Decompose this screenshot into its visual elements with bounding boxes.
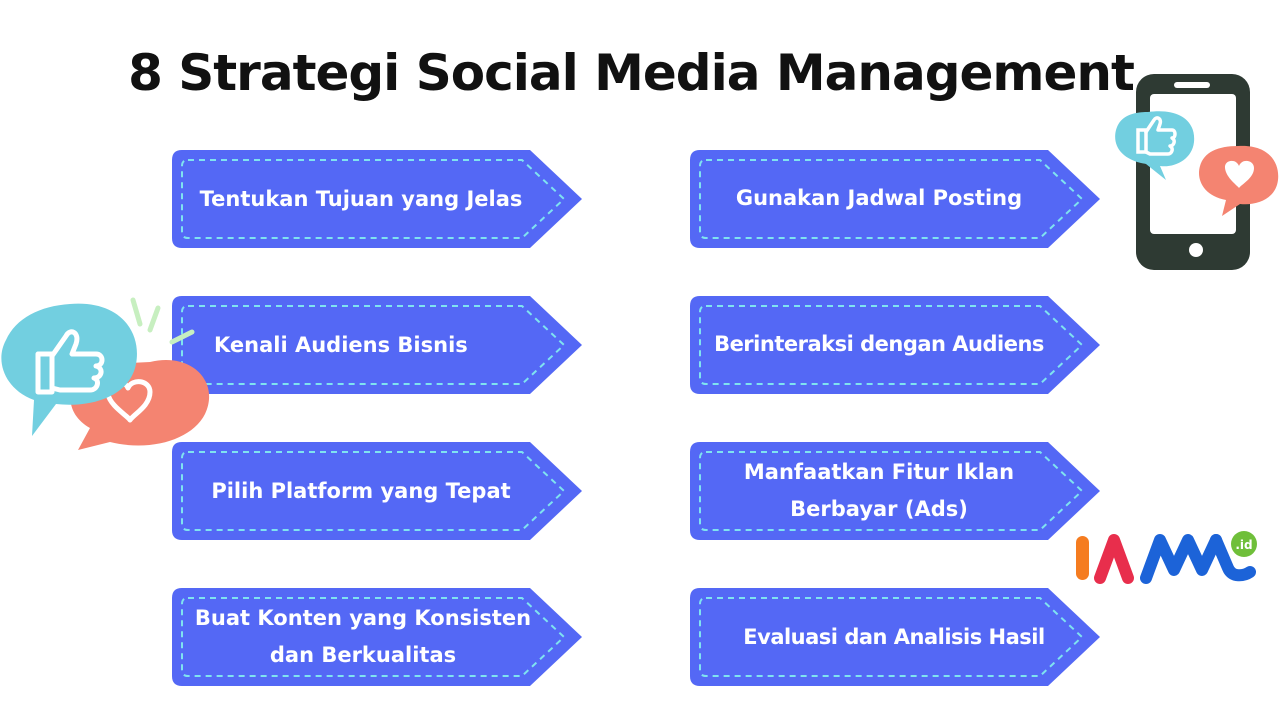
strategy-card-8 [688, 586, 1102, 688]
strategy-card-4 [170, 586, 584, 688]
phone-icon [1108, 68, 1280, 274]
strategy-card-2 [170, 294, 584, 396]
strategy-card-6 [688, 294, 1102, 396]
strategy-label: Gunakan Jadwal Posting [735, 186, 1023, 210]
logo-suffix: .id [1235, 538, 1253, 552]
iam-logo [1074, 530, 1260, 586]
strategy-label: Manfaatkan Fitur Iklan Berbayar (Ads) [743, 460, 1015, 521]
strategy-card-1 [170, 148, 584, 250]
strategy-card-5 [688, 148, 1102, 250]
strategy-label: Pilih Platform yang Tepat [211, 478, 511, 503]
strategy-label: Evaluasi dan Analisis Hasil [743, 624, 1045, 649]
page-title: 8 Strategi Social Media Management [128, 44, 1134, 102]
thumbs-up-bubble-icon [0, 292, 220, 472]
strategy-card-3 [170, 440, 584, 542]
strategy-label: Buat Konten yang Konsisten dan Berkualitas [194, 606, 532, 667]
strategy-label: Berinteraksi dengan Audiens [714, 332, 1044, 356]
strategy-label: Tentukan Tujuan yang Jelas [199, 186, 523, 211]
strategy-card-7 [688, 440, 1102, 542]
strategy-label: Kenali Audiens Bisnis [214, 332, 468, 357]
